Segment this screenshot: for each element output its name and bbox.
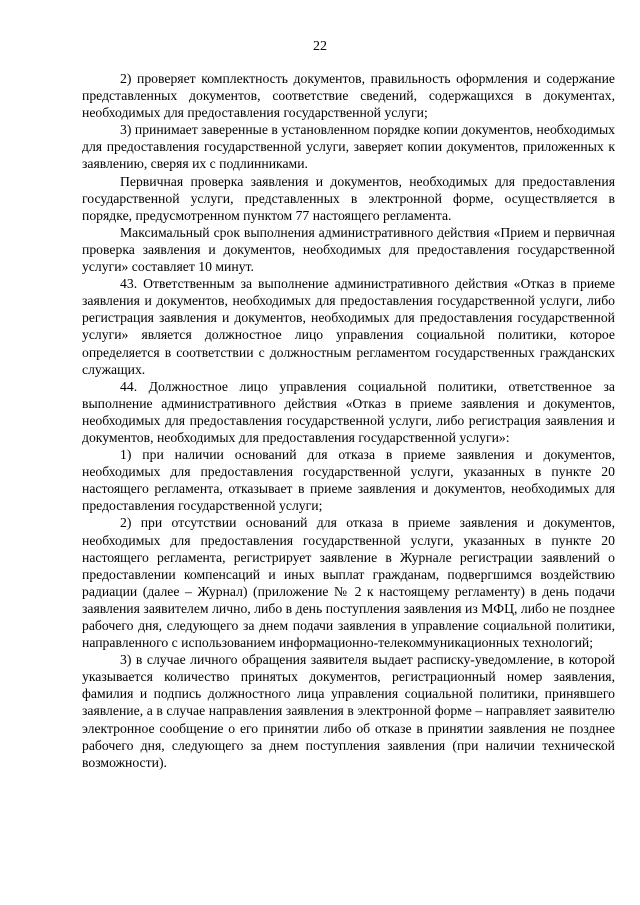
- paragraph-44-item-2: 2) при отсутствии оснований для отказа в приеме заявления и документов, необходимых для предоставления государственной услуги, указанных в пункте 20 настоящего регламента, регистрирует заявление в Журнале регистрации заявлений о предоставлении компенсаций и иных выплат гражданам, подвергшимся воздействию радиации (далее – Журнал) (приложение № 2 к настоящему регламенту) в день подачи заявления заявителем лично, либо в день поступления заявления из МФЦ, либо не позднее рабочего дня, следующего за днем подачи заявления в управление социальной политики, направленного с использованием информационно-телекоммуникационных технологий;: [82, 515, 615, 651]
- page-number: 22: [313, 39, 327, 54]
- paragraph-44-item-3: 3) в случае личного обращения заявителя выдает расписку-уведомление, в которой указывается количество принятых документов, регистрационный номер заявления, фамилия и подпись должностного лица управления социальной политики, принявшего заявление, а в случае направления заявления в электронной форме – направляет заявителю электронное сообщение о его принятии либо об отказе в принятии заявления не позднее рабочего дня, следующего за днем поступления заявления (при наличии технической возможности).: [82, 652, 615, 770]
- paragraph-43: 43. Ответственным за выполнение административного действия «Отказ в приеме заявления и документов, необходимых для предоставления государственной услуги, либо регистрация заявления и документов, необходимых для предоставления государственной услуги» является должностное лицо управления социальной политики, которое определяется в соответствии с должностным регламентом государственных гражданских служащих.: [82, 276, 615, 377]
- paragraph-primary-check: Первичная проверка заявления и документов, необходимых для предоставления государственной услуги, представленных в электронной форме, осуществляется в порядке, предусмотренном пунктом 77 настоящего регламента.: [82, 173, 615, 223]
- paragraph-item-3: 3) принимает заверенные в установленном порядке копии документов, необходимых для предоставления государственной услуги, заверяет копии документов, приложенных к заявлению, сверяя их с подлинниками.: [82, 122, 615, 172]
- paragraph-44-item-1: 1) при наличии оснований для отказа в приеме заявления и документов, необходимых для предоставления государственной услуги, указанных в пункте 20 настоящего регламента, отказывает в приеме заявления и документов, необходимых для предоставления государственной услуги;: [82, 447, 615, 514]
- paragraph-44: 44. Должностное лицо управления социальной политики, ответственное за выполнение административного действия «Отказ в приеме заявления и документов, необходимых для предоставления государственной услуги, либо регистрация заявления и документов, необходимых для предоставления государственной услуги»:: [82, 378, 615, 445]
- paragraph-max-duration: Максимальный срок выполнения административного действия «Прием и первичная проверка заявления и документов, необходимых для предоставления государственной услуги» составляет 10 минут.: [82, 224, 615, 275]
- document-body: [82, 70, 615, 771]
- paragraph-item-2: 2) проверяет комплектность документов, правильность оформления и содержание представленных документов, соответствие сведений, содержащихся в документах, необходимых для предоставления государственной услуги;: [82, 71, 615, 121]
